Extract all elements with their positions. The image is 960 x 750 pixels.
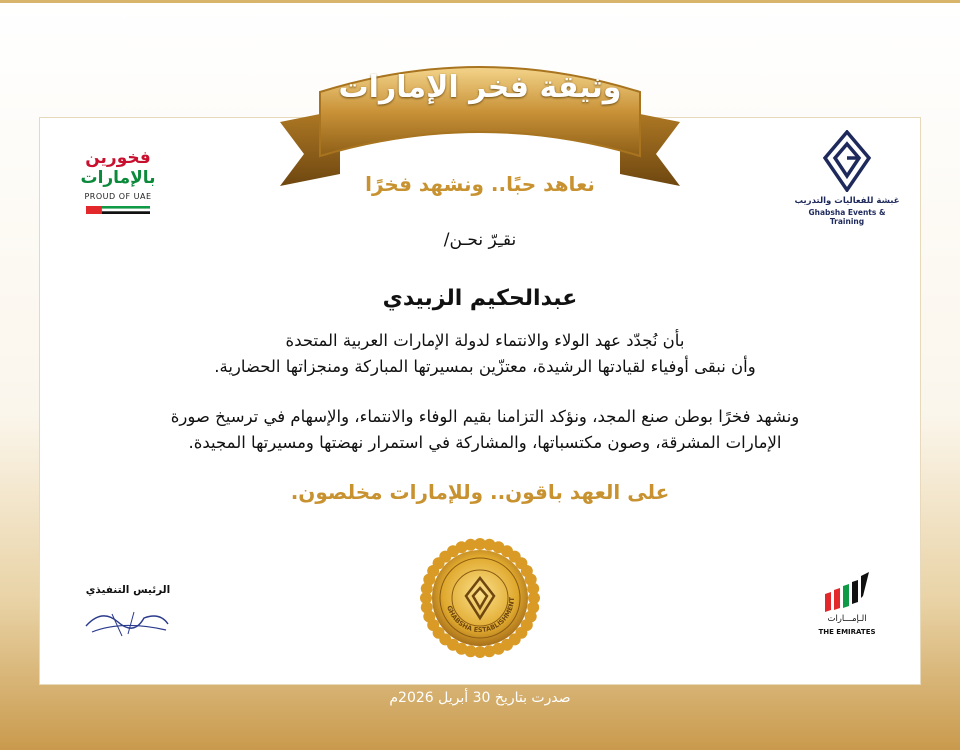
seal-tooth: [527, 583, 539, 595]
issued-date: صدرت بتاريخ 30 أبريل 2026م: [389, 690, 571, 706]
handwritten-signature: [82, 602, 174, 642]
gold-seal: [420, 538, 540, 658]
emirates-name-en: THE EMIRATES: [818, 628, 876, 636]
proud-logo-en: PROUD OF UAE: [84, 192, 152, 201]
proud-logo-ar-bottom: بالإمارات: [80, 168, 156, 188]
ribbon-title: وثيقة فخر الإمارات: [338, 70, 622, 105]
testimony-paragraph: [70, 404, 900, 456]
closing-statement: على العهد باقون.. وللإمارات مخلصون.: [290, 480, 670, 504]
the-emirates-logo: [815, 572, 879, 642]
recipient-name: عبدالحكيم الزبيدي: [382, 286, 578, 311]
pledge-line-2: وأن نبقى أوفياء لقيادتها الرشيدة، معتزّين بمسيرتها المباركة ومنجزاتها الحضارية.: [214, 357, 756, 376]
executive-title: الرئيس التنفيذي: [85, 584, 171, 596]
ghabsha-name-ar: غبشة للفعاليات والتدريب: [794, 196, 900, 206]
tagline: نعاهد حبًا.. ونشهد فخرًا: [365, 172, 595, 196]
uae-flag-icon: [86, 206, 150, 214]
emirates-stripes-icon: [823, 572, 871, 612]
testimony-line-2: الإمارات المشرقة، وصون مكتسباتها، والمشاركة في استمرار نهضتها ومسيرتها المجيدة.: [188, 433, 782, 452]
seal-ring-text: GHABSHA ESTABLISHMENT: [445, 596, 517, 635]
proud-logo-ar-top: فخورين: [85, 148, 151, 168]
emirates-name-ar: الـإمـــارات: [827, 614, 867, 624]
signature-block: [78, 584, 178, 644]
we-affirm-label: نقـِرّ نحـن/: [443, 230, 517, 250]
testimony-line-1: ونشهد فخرًا بوطن صنع المجد، ونؤكد التزامنا بقيم الوفاء والانتماء، والإسهام في ترسيخ صورة: [170, 407, 800, 426]
pledge-paragraph: [70, 328, 900, 380]
ghabsha-name-en: Ghabsha Events & Training: [808, 208, 886, 226]
pledge-line-1: بأن نُجدّد عهد الولاء والانتماء لدولة الإمارات العربية المتحدة: [285, 331, 685, 350]
